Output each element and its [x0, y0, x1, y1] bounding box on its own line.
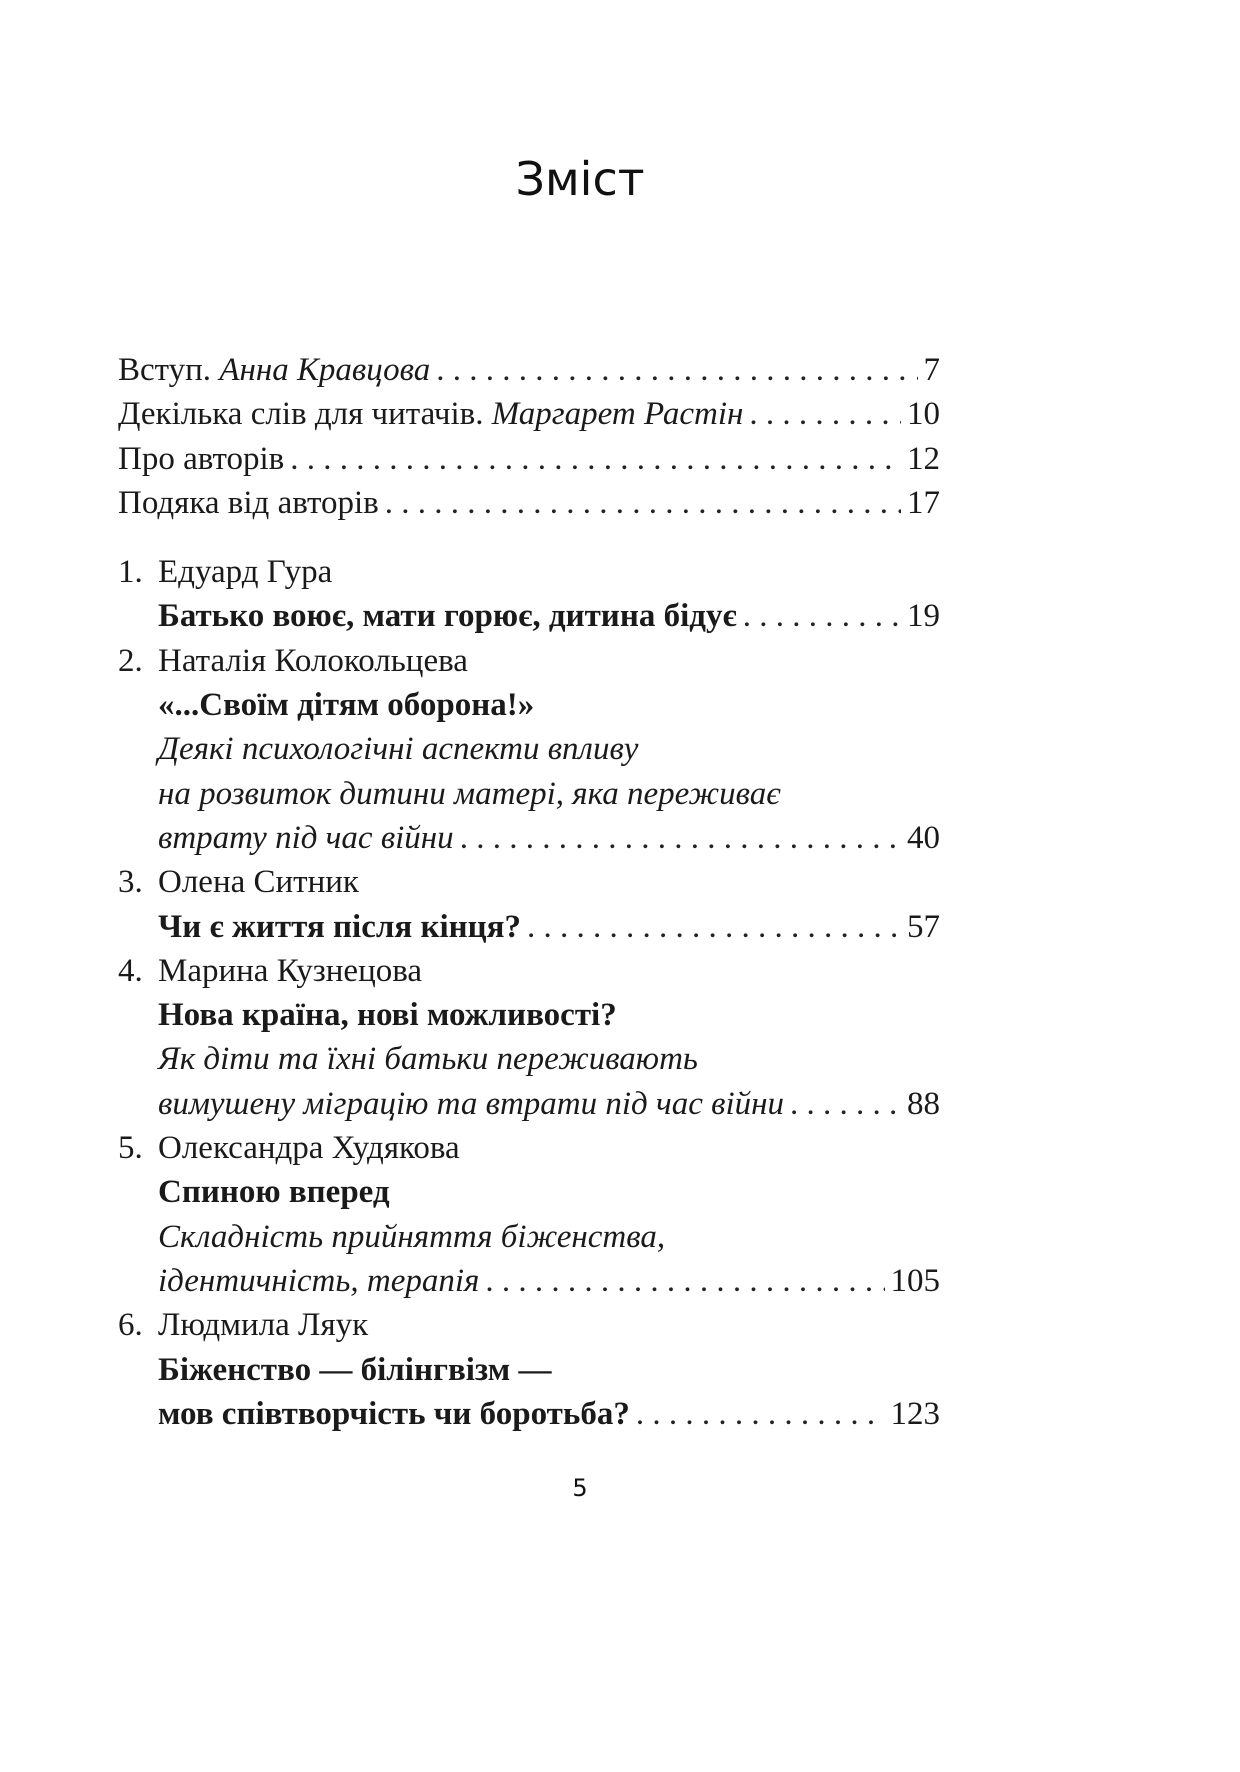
toc-entry-intro — [118, 348, 940, 392]
chapter-subtitle: втрату під час війни — [158, 819, 454, 856]
entry-page: 7 — [923, 352, 940, 388]
chapter-title: Батько воює, мати горює, дитина бідує — [158, 598, 737, 635]
chapter-title: «...Своїм дітям оборона!» — [158, 687, 535, 724]
chapter-title: Спиною вперед — [158, 1174, 390, 1211]
toc-entry-about-authors — [118, 437, 940, 481]
dot-leader — [385, 481, 901, 525]
page-number: 5 — [572, 1474, 588, 1502]
chapter-subtitle-row — [118, 816, 940, 860]
chapter-number: 4. — [118, 952, 143, 989]
chapter-title-row — [118, 594, 940, 638]
chapter-title-row — [118, 1348, 940, 1392]
entry-label: Про авторів — [118, 440, 285, 477]
table-of-contents — [118, 348, 940, 1436]
toc-entry-acknowledgements — [118, 481, 940, 525]
chapter-title-row — [118, 683, 940, 727]
dot-leader — [290, 437, 901, 481]
chapter-subtitle: на розвиток дитини матері, яка переживає — [158, 775, 781, 812]
chapter-subtitle-row — [118, 1037, 940, 1081]
entry-page: 10 — [907, 396, 940, 433]
entry-label: Вступ. — [118, 352, 212, 388]
chapter-subtitle-row — [118, 1259, 940, 1303]
entry-page: 17 — [907, 484, 940, 521]
chapter-page: 40 — [907, 819, 940, 856]
dot-leader — [636, 1392, 885, 1436]
chapter-page: 123 — [890, 1395, 940, 1432]
chapter-author-row — [118, 1303, 940, 1347]
entry-page: 12 — [907, 440, 940, 477]
chapter-author-row — [118, 860, 940, 904]
chapter-subtitle-row — [118, 1215, 940, 1259]
chapter-number: 5. — [118, 1130, 143, 1167]
dot-leader — [749, 392, 901, 436]
chapter-page: 105 — [890, 1262, 940, 1299]
chapter-subtitle-row — [118, 1082, 940, 1126]
entry-author: Анна Кравцова — [219, 352, 431, 388]
chapter-subtitle: вимушену міграцію та втрати під час війни — [158, 1085, 784, 1122]
chapter-author-row — [118, 949, 940, 993]
chapter-author: Марина Кузнецова — [158, 952, 423, 989]
chapter-page: 88 — [907, 1085, 940, 1122]
dot-leader — [460, 816, 901, 860]
chapter-author: Людмила Ляук — [158, 1307, 369, 1344]
chapter-subtitle: Деякі психологічні аспекти впливу — [158, 731, 639, 768]
toc-entry-foreword — [118, 392, 940, 436]
chapter-author: Олена Ситник — [158, 864, 359, 901]
chapter-author-row — [118, 639, 940, 683]
chapter-author: Едуард Гура — [158, 554, 333, 591]
chapter-subtitle: Як діти та їхні батьки переживають — [158, 1041, 698, 1078]
chapter-subtitle-row — [118, 727, 940, 771]
chapter-author-row — [118, 550, 940, 594]
chapter-title-row — [118, 993, 940, 1037]
entry-label: Декілька слів для читачів. — [118, 396, 484, 433]
dot-leader — [436, 348, 917, 392]
spacer — [118, 525, 940, 550]
dot-leader — [527, 905, 901, 949]
chapter-author-row — [118, 1126, 940, 1170]
chapter-subtitle-row — [118, 772, 940, 816]
chapter-subtitle: ідентичність, терапія — [158, 1262, 480, 1299]
chapter-subtitle: Складність прийняття біженства, — [158, 1218, 666, 1255]
chapter-page: 19 — [907, 598, 940, 635]
chapter-page: 57 — [907, 908, 940, 945]
entry-label: Подяка від авторів — [118, 484, 379, 521]
chapter-title-row — [118, 1392, 940, 1436]
chapter-author: Олександра Худякова — [158, 1130, 460, 1167]
chapter-number: 1. — [118, 554, 143, 591]
page-title: Зміст — [515, 152, 645, 206]
chapter-number: 3. — [118, 864, 143, 901]
dot-leader — [485, 1259, 884, 1303]
chapter-number: 2. — [118, 642, 143, 679]
chapter-number: 6. — [118, 1307, 143, 1344]
chapter-title-row — [118, 1170, 940, 1214]
chapter-title: Чи є життя після кінця? — [158, 908, 522, 945]
chapter-title: мов співтворчість чи боротьба? — [158, 1395, 630, 1432]
dot-leader — [743, 594, 901, 638]
chapter-title-row — [118, 905, 940, 949]
entry-author: Маргарет Растін — [491, 396, 744, 433]
dot-leader — [790, 1082, 901, 1126]
chapter-title: Нова країна, нові можливості? — [158, 997, 617, 1034]
chapter-title: Біженство — білінгвізм — — [158, 1351, 552, 1388]
chapter-author: Наталія Колокольцева — [158, 642, 468, 679]
